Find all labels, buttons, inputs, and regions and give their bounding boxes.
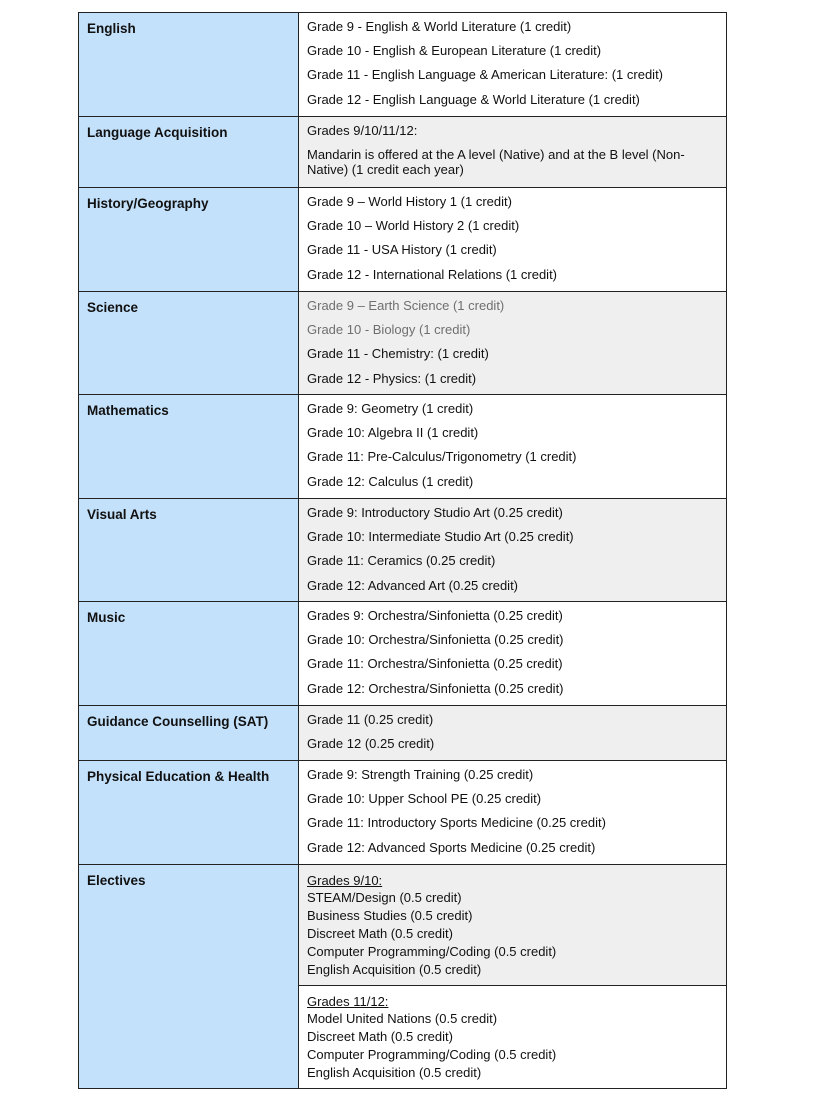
course-line: Mandarin is offered at the A level (Native) and at the B level (Non-Native) (1 credit each year) xyxy=(307,147,685,178)
course-line: Grade 9 – Earth Science (1 credit) xyxy=(307,298,505,313)
subject-name: Guidance Counselling (SAT) xyxy=(79,706,299,761)
subject-row xyxy=(79,706,727,761)
subject-row xyxy=(79,602,727,706)
course-line: Grade 12 (0.25 credit) xyxy=(307,736,435,752)
course-list xyxy=(299,395,727,499)
elective-item: STEAM/Design (0.5 credit) xyxy=(307,890,462,905)
course-line: Grade 10: Upper School PE (0.25 credit) xyxy=(307,791,542,807)
electives-group xyxy=(299,865,727,986)
subject-row xyxy=(79,188,727,292)
elective-item: English Acquisition (0.5 credit) xyxy=(307,962,482,977)
course-line: Grade 9: Strength Training (0.25 credit) xyxy=(307,767,534,782)
course-line: Grade 11 - Chemistry: (1 credit) xyxy=(307,346,489,362)
course-line: Grade 12: Orchestra/Sinfonietta (0.25 credit) xyxy=(307,680,564,696)
elective-item: Discreet Math (0.5 credit) xyxy=(307,1029,453,1044)
course-list xyxy=(299,706,727,761)
subject-name: English xyxy=(79,13,299,117)
course-line: Grade 11: Orchestra/Sinfonietta (0.25 credit) xyxy=(307,656,563,672)
course-list xyxy=(299,117,727,188)
course-line: Grade 11: Pre-Calculus/Trigonometry (1 credit) xyxy=(307,449,577,465)
course-list xyxy=(299,499,727,602)
course-line: Grade 12 - International Relations (1 credit) xyxy=(307,266,558,282)
subject-row xyxy=(79,499,727,602)
subject-name: Music xyxy=(79,602,299,706)
subject-name: Mathematics xyxy=(79,395,299,499)
course-line: Grade 9 - English & World Literature (1 credit) xyxy=(307,19,572,34)
course-line: Grade 10 - Biology (1 credit) xyxy=(307,322,471,338)
course-line: Grade 10 - English & European Literature (1 credit) xyxy=(307,43,602,59)
course-table xyxy=(78,12,727,1089)
elective-item: Model United Nations (0.5 credit) xyxy=(307,1011,498,1026)
course-line: Grade 11: Introductory Sports Medicine (0.25 credit) xyxy=(307,815,606,831)
course-line: Grade 11 - English Language & American Literature: (1 credit) xyxy=(307,67,664,83)
subject-name: Visual Arts xyxy=(79,499,299,602)
course-line: Grade 12: Calculus (1 credit) xyxy=(307,473,474,489)
subject-name: History/Geography xyxy=(79,188,299,292)
course-line: Grade 10 – World History 2 (1 credit) xyxy=(307,218,520,234)
course-line: Grade 11 (0.25 credit) xyxy=(307,712,434,727)
subject-name: Physical Education & Health xyxy=(79,761,299,865)
course-line: Grades 9: Orchestra/Sinfonietta (0.25 credit) xyxy=(307,608,563,623)
course-line: Grade 12: Advanced Art (0.25 credit) xyxy=(307,577,519,593)
subject-name: Science xyxy=(79,292,299,395)
course-line: Grade 10: Orchestra/Sinfonietta (0.25 credit) xyxy=(307,632,564,648)
course-line: Grade 10: Intermediate Studio Art (0.25 credit) xyxy=(307,529,574,545)
course-line: Grades 9/10/11/12: xyxy=(307,123,418,138)
course-line: Grade 11: Ceramics (0.25 credit) xyxy=(307,553,496,569)
course-line: Grade 11 - USA History (1 credit) xyxy=(307,242,497,258)
course-list xyxy=(299,13,727,117)
course-list xyxy=(299,761,727,865)
course-list xyxy=(299,188,727,292)
elective-item: Discreet Math (0.5 credit) xyxy=(307,926,453,941)
subject-row xyxy=(79,292,727,395)
electives-group xyxy=(299,986,727,1089)
course-list xyxy=(299,292,727,395)
course-line: Grade 12 - Physics: (1 credit) xyxy=(307,370,477,386)
subject-name: Language Acquisition xyxy=(79,117,299,188)
elective-item: Business Studies (0.5 credit) xyxy=(307,908,473,923)
electives-group-header: Grades 11/12: xyxy=(307,994,389,1009)
elective-item: Computer Programming/Coding (0.5 credit) xyxy=(307,1047,557,1062)
course-line: Grade 10: Algebra II (1 credit) xyxy=(307,425,479,441)
elective-item: English Acquisition (0.5 credit) xyxy=(307,1065,482,1080)
subject-row xyxy=(79,13,727,117)
course-list xyxy=(299,602,727,706)
subject-row xyxy=(79,761,727,865)
subject-row xyxy=(79,117,727,188)
subject-row xyxy=(79,395,727,499)
course-line: Grade 9 – World History 1 (1 credit) xyxy=(307,194,512,209)
electives-row xyxy=(79,865,727,986)
elective-item: Computer Programming/Coding (0.5 credit) xyxy=(307,944,557,959)
electives-group-header: Grades 9/10: xyxy=(307,873,383,888)
course-line: Grade 12 - English Language & World Literature (1 credit) xyxy=(307,91,640,107)
course-line: Grade 12: Advanced Sports Medicine (0.25 credit) xyxy=(307,839,596,855)
course-line: Grade 9: Geometry (1 credit) xyxy=(307,401,474,416)
course-line: Grade 9: Introductory Studio Art (0.25 credit) xyxy=(307,505,563,520)
subject-name: Electives xyxy=(79,865,299,1089)
